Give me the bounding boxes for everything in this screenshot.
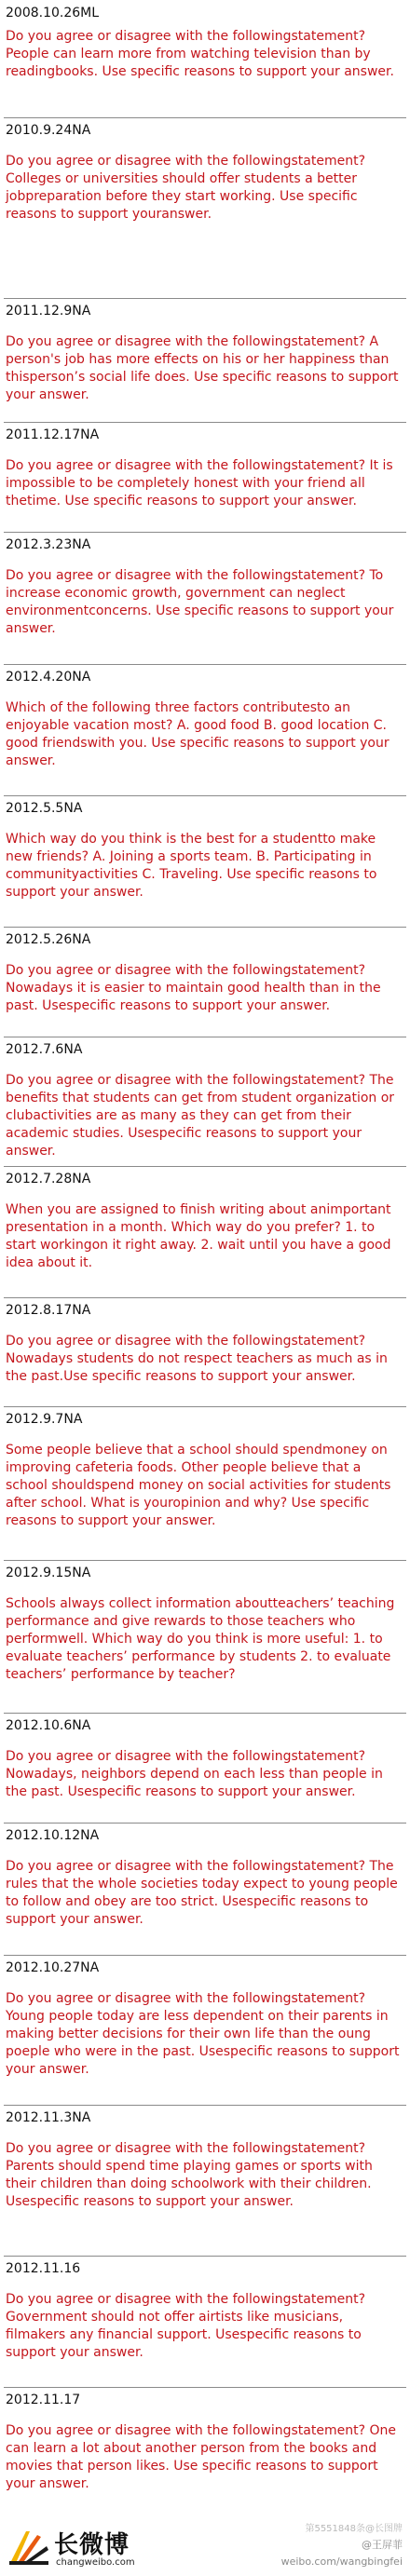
entry bbox=[0, 795, 410, 902]
entry bbox=[0, 1560, 410, 1684]
entry-date: 2012.9.15NA bbox=[6, 1566, 91, 1580]
divider bbox=[4, 2256, 406, 2257]
entry-date: 2012.9.7NA bbox=[6, 1412, 83, 1427]
divider bbox=[4, 2105, 406, 2106]
divider bbox=[4, 795, 406, 796]
logo-subtitle: changweibo.com bbox=[56, 2557, 135, 2568]
entry bbox=[0, 664, 410, 770]
entry bbox=[0, 2387, 410, 2493]
entry-question: Do you agree or disagree with the followingstatement? It is impossible to be completely honest with your friend all thetime. Use specific reasons to support your answer. bbox=[6, 458, 393, 508]
entry-date: 2012.7.28NA bbox=[6, 1172, 91, 1186]
entry-date: 2012.10.6NA bbox=[6, 1718, 91, 1733]
entry-question: Do you agree or disagree with the followingstatement? The benefits that students can get from student organization or clubactivities are as many as they can get from their academic studies. Usespecific reasons to support your answer. bbox=[6, 1073, 395, 1159]
logo-text: 长微博 bbox=[54, 2531, 130, 2559]
entry bbox=[0, 1955, 410, 2079]
entry-date: 2012.5.26NA bbox=[6, 932, 91, 947]
divider bbox=[4, 532, 406, 533]
entry-question: Do you agree or disagree with the followingstatement? Nowadays it is easier to maintain good health than in the past. Usespecific reasons to support your answer. bbox=[6, 963, 381, 1013]
entry-question: Do you agree or disagree with the followingstatement? Young people today are less dependent on their parents in making better decisions for their own life than the oung poeple who were in the past. Usespecific reasons to support your answer. bbox=[6, 1991, 400, 2077]
entry bbox=[0, 1823, 410, 1929]
entry-question: Do you agree or disagree with the followingstatement? Colleges or universities should offer students a better jobpreparation before they start working. Use specific reasons to support youranswer. bbox=[6, 154, 366, 222]
entry-date: 2012.10.27NA bbox=[6, 1960, 100, 1975]
entry-question: Do you agree or disagree with the followingstatement? A person's job has more effects on his or her happiness than thisperson’s social life does. Use specific reasons to support your answer. bbox=[6, 334, 399, 402]
divider bbox=[4, 664, 406, 665]
entry-date: 2012.3.23NA bbox=[6, 537, 91, 552]
entry-question: Schools always collect information aboutteachers’ teaching performance and give rewards to those teachers who performwell. Which way do you think is more useful: 1. to evaluate teachers’ performance by students 2. to evaluate teachers’ performance by teacher? bbox=[6, 1596, 395, 1682]
entry-question: Do you agree or disagree with the followingstatement? To increase economic growth, government can neglect environmentconcerns. Use specific reasons to support your answer. bbox=[6, 568, 394, 636]
entry-question: Which of the following three factors contributesto an enjoyable vacation most? A. good food B. good location C. good friendswith you. Use specific reasons to support your answer. bbox=[6, 700, 390, 768]
entry bbox=[0, 2105, 410, 2211]
entry-question: Do you agree or disagree with the followingstatement? The rules that the whole societies today expect to young people to follow and obey are too strict. Usespecific reasons to support your answer. bbox=[6, 1859, 398, 1927]
entry bbox=[0, 117, 410, 224]
entry-question: Which way do you think is the best for a studentto make new friends? A. Joining a sports team. B. Participating in communityactivities C. Traveling. Use specific reasons to support your answer. bbox=[6, 832, 377, 900]
entry-date: 2012.11.16 bbox=[6, 2261, 81, 2276]
divider bbox=[4, 1823, 406, 1824]
entry-date: 2012.10.12NA bbox=[6, 1828, 100, 1843]
entry bbox=[0, 1166, 410, 1272]
divider bbox=[4, 1713, 406, 1714]
entry-date: 2008.10.26ML bbox=[6, 6, 100, 20]
divider bbox=[4, 1297, 406, 1298]
divider bbox=[4, 2387, 406, 2388]
entry-date: 2012.5.5NA bbox=[6, 801, 83, 816]
entry bbox=[0, 0, 410, 81]
entry bbox=[0, 1713, 410, 1801]
entry-date: 2010.9.24NA bbox=[6, 123, 91, 138]
entry-question: Do you agree or disagree with the followingstatement? Government should not offer airtists like musicians, filmakers any financial support. Usespecific reasons to support your answer. bbox=[6, 2292, 366, 2360]
watermark-url: weibo.com/wangbingfei bbox=[280, 2556, 403, 2568]
entry-question: Do you agree or disagree with the followingstatement? Nowadays students do not respect teachers as much as in the past.Use specific reasons to support your answer. bbox=[6, 1334, 388, 1384]
entry-date: 2012.4.20NA bbox=[6, 670, 91, 685]
divider bbox=[4, 1560, 406, 1561]
changweibo-logo-icon bbox=[6, 2526, 50, 2567]
entry-question: Do you agree or disagree with the followingstatement? One can learn a lot about another person from the books and movies that person likes. Use specific reasons to support your answer. bbox=[6, 2423, 396, 2491]
divider bbox=[4, 422, 406, 423]
entry-question: Some people believe that a school should spendmoney on improving cafeteria foods. Other people believe that a school shouldspend money on social activities for students after school. What is youropinion and why? Use specific reasons to support your answer. bbox=[6, 1443, 391, 1528]
entry bbox=[0, 927, 410, 1015]
divider bbox=[4, 117, 406, 118]
entry-date: 2011.12.17NA bbox=[6, 427, 100, 442]
divider bbox=[4, 1166, 406, 1167]
watermark-count: 第5551848条@长图牌 bbox=[305, 2524, 403, 2534]
entry bbox=[0, 1297, 410, 1386]
entry bbox=[0, 2256, 410, 2362]
divider bbox=[4, 1406, 406, 1407]
watermark-user: @王屏菲 bbox=[362, 2539, 403, 2551]
entry-date: 2012.11.3NA bbox=[6, 2110, 91, 2125]
entry-date: 2012.11.17 bbox=[6, 2393, 81, 2407]
entry-date: 2012.8.17NA bbox=[6, 1303, 91, 1318]
entry bbox=[0, 1406, 410, 1530]
divider bbox=[4, 927, 406, 928]
entry-question: Do you agree or disagree with the followingstatement? People can learn more from watching television than by readingbooks. Use specific reasons to support your answer. bbox=[6, 29, 394, 79]
divider bbox=[4, 1955, 406, 1956]
divider bbox=[4, 298, 406, 299]
entry-date: 2011.12.9NA bbox=[6, 304, 91, 319]
entry bbox=[0, 1037, 410, 1160]
entry bbox=[0, 298, 410, 404]
footer bbox=[0, 2515, 410, 2576]
entry bbox=[0, 532, 410, 638]
entry-question: When you are assigned to finish writing about animportant presentation in a month. Which way do you prefer? 1. to start workingon it right away. 2. wait until you have a good idea about it. bbox=[6, 1202, 391, 1270]
entry-question: Do you agree or disagree with the followingstatement? Nowadays, neighbors depend on each less than people in the past. Usespecific reasons to support your answer. bbox=[6, 1749, 383, 1799]
entry-date: 2012.7.6NA bbox=[6, 1042, 83, 1057]
entry bbox=[0, 422, 410, 510]
entry-question: Do you agree or disagree with the followingstatement? Parents should spend time playing games or sports with their children than doing schoolwork with their children. Usespecific reasons to support your answer. bbox=[6, 2141, 373, 2209]
